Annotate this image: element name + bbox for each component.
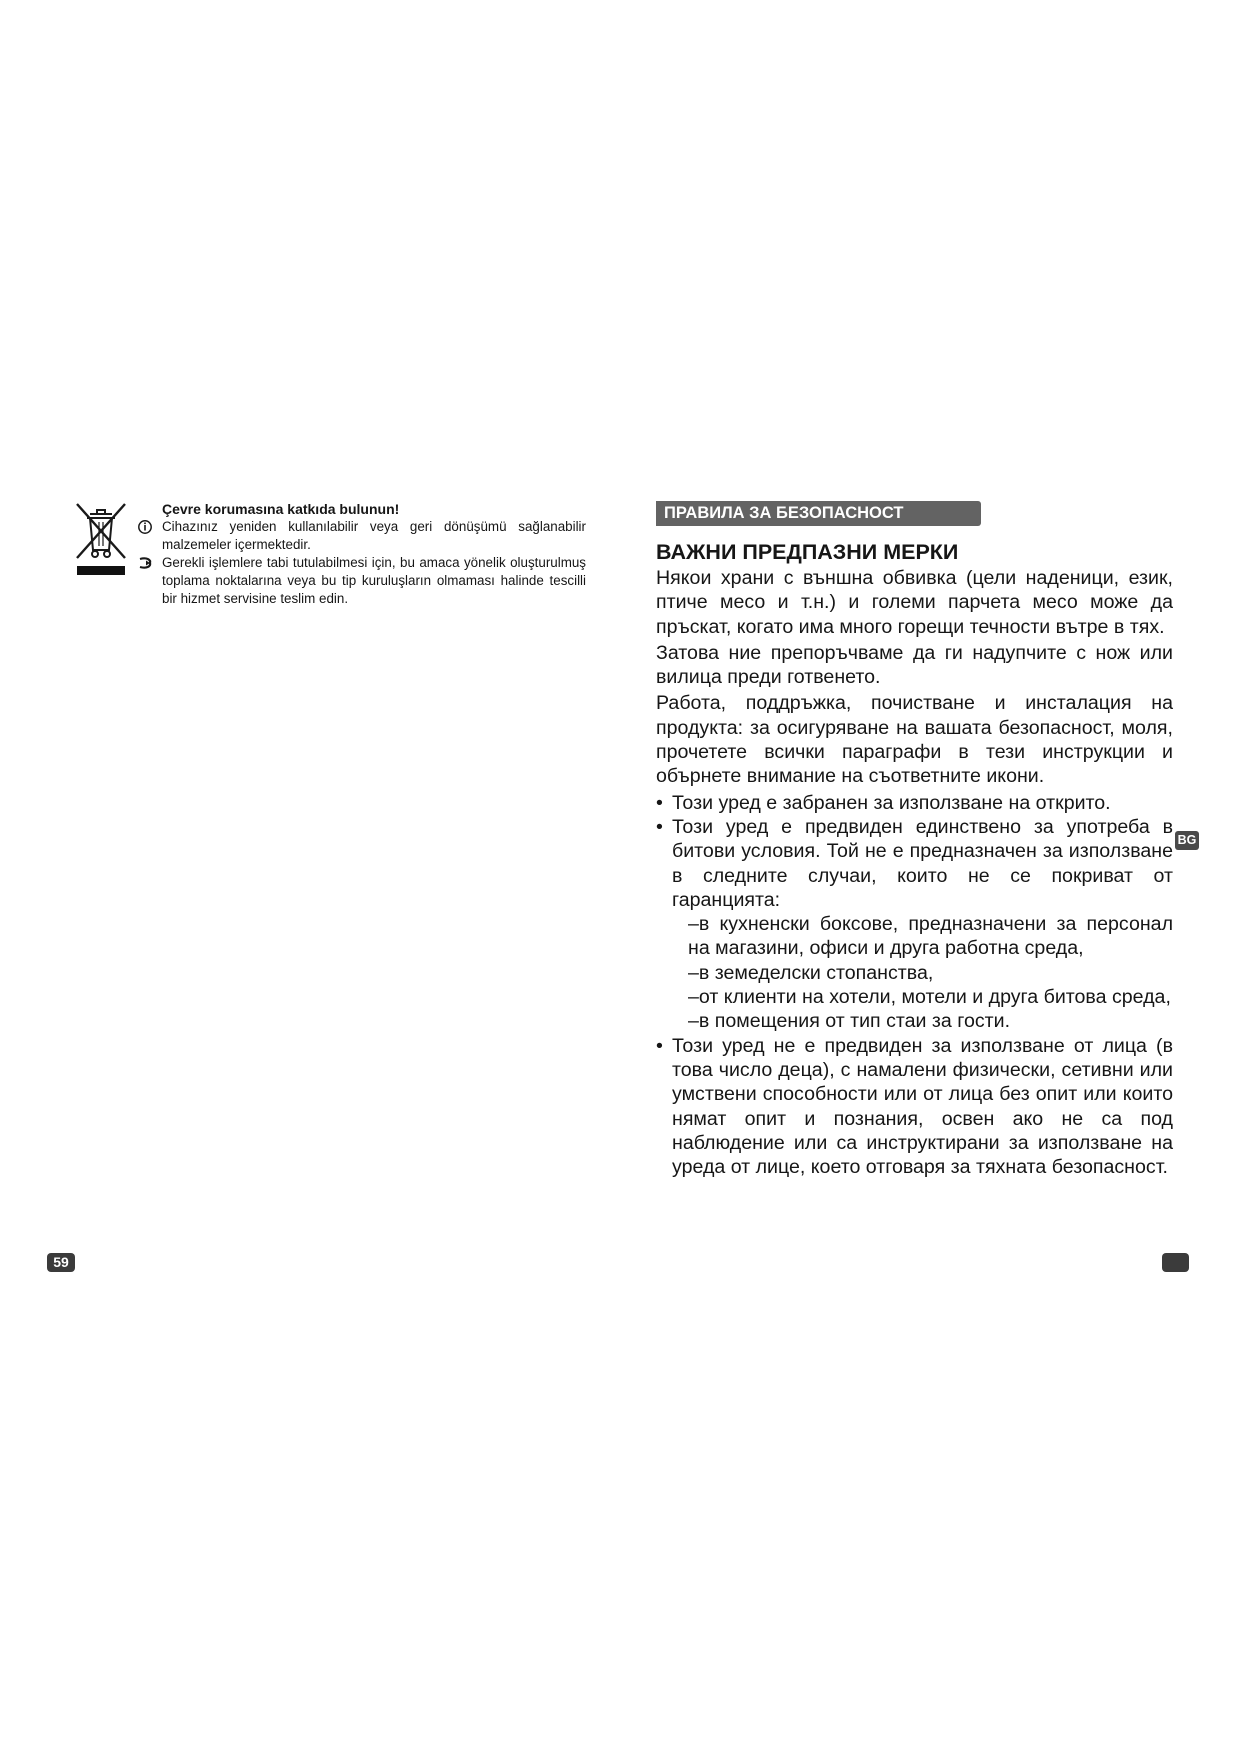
sub-item: –в кухненски боксове, предназначени за персонал на магазини, офиси и друга работна среда, <box>688 913 1173 960</box>
environment-item-text: Gerekli işlemlere tabi tutulabilmesi için, bu amaca yönelik oluşturulmuş toplama noktalarına veya bu tip kuruluşların olmaması halinde tescilli bir hizmet servisine teslim edin. <box>162 555 586 606</box>
section-banner: ПРАВИЛА ЗА БЕЗОПАСНОСТ <box>656 501 981 526</box>
bullet-item <box>656 791 1173 815</box>
environment-title: Çevre korumasına katkıda bulunun! <box>162 501 400 517</box>
bullet-symbol: • <box>656 815 663 838</box>
environment-notice <box>134 500 586 608</box>
sub-item: –в земеделски стопанства, <box>688 961 934 984</box>
bullet-symbol: • <box>656 1034 663 1057</box>
page-tab-marker <box>1162 1253 1189 1272</box>
bullet-text: Този уред е забранен за използване на открито. <box>672 791 1111 814</box>
section-heading: ВАЖНИ ПРЕДПАЗНИ МЕРКИ <box>656 540 959 564</box>
weee-crossed-bin-icon <box>73 500 129 578</box>
environment-item-text: Cihazınız yeniden kullanılabilir veya geri dönüşümü sağlanabilir malzemeler içermektedir. <box>162 519 586 552</box>
environment-item <box>134 554 586 608</box>
environment-item <box>134 518 586 554</box>
paragraph: Работа, поддръжка, почистване и инсталация на продукта: за осигуряване на вашата безопасност, моля, прочетете всички параграфи в тези инструкции и обърнете внимание на съответните икони. <box>656 692 1173 788</box>
sub-item: –в помещения от тип стаи за гости. <box>688 1010 1011 1033</box>
bullet-item <box>656 1034 1173 1180</box>
info-circle-icon <box>137 518 153 536</box>
page-number: 59 <box>47 1253 75 1272</box>
paragraph: Затова ние препоръчваме да ги надупчите с нож или вилица преди готвенето. <box>656 641 1173 689</box>
bullet-item <box>656 815 1173 912</box>
safety-content <box>656 538 1173 1179</box>
bullet-text: Този уред е предвиден единствено за употреба в битови условия. Той не е предназначен за използване в следните случаи, които не се покриват от гаранцията: <box>672 815 1173 911</box>
bullet-symbol: • <box>656 791 663 814</box>
language-tab: BG <box>1175 831 1199 850</box>
bullet-text: Този уред не е предвиден за използване от лица (в това число деца), с намалени физически, сетивни или умствени способности или от лица без опит или които нямат опит и познания, освен ако не са под наблюдение или са инструктирани за използване на уреда от лице, което отговаря за тяхната безопасност. <box>672 1034 1173 1179</box>
paragraph: Някои храни с външна обвивка (цели наденици, език, птиче месо и т.н.) и големи парчета месо може да пръскат, когато има много горещи течности вътре в тях. <box>656 567 1173 638</box>
arrow-right-icon <box>137 554 153 572</box>
sub-item: –от клиенти на хотели, мотели и друга битова среда, <box>688 986 1171 1009</box>
